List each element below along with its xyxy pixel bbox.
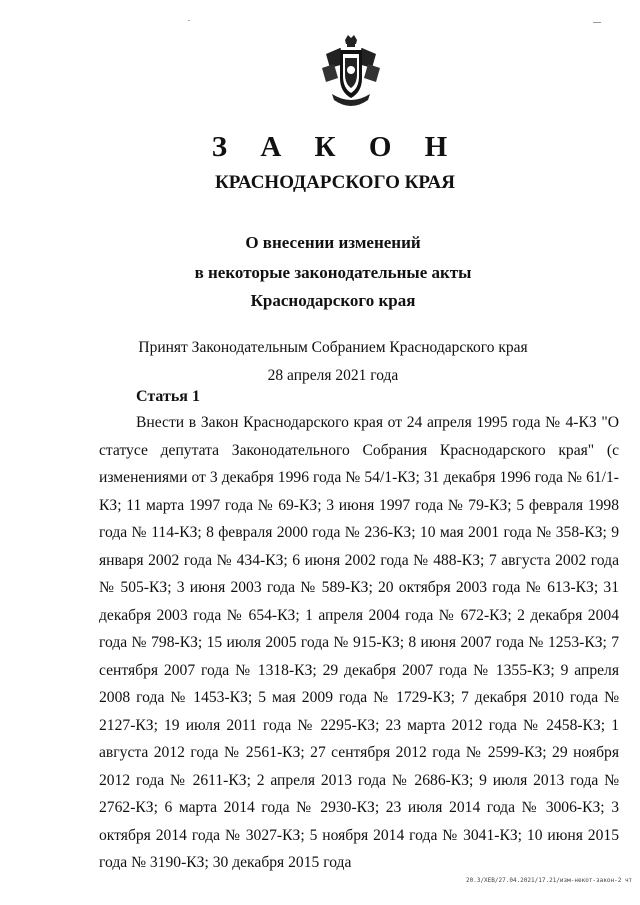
subject-line-3: Краснодарского края (250, 291, 416, 310)
adoption-statement: Принят Законодательным Собранием Краснодарского края (138, 339, 528, 356)
article-body: Внести в Закон Краснодарского края от 24 апреля 1995 года № 4-КЗ "О статусе депутата Законодательного Собрания Краснодарского края" (с изменениями от 3 декабря 1996 года № 54/1-КЗ; 31 декабря 1996 года № 61/1-КЗ; 11 марта 1997 года № 69-КЗ; 3 июня 1997 года № 79-КЗ; 5 февраля 1998 года № 114-КЗ; 8 февраля 2000 года № 236-КЗ; 10 мая 2001 года № 358-КЗ; 9 января 2002 года № 434-КЗ; 6 июня 2002 года № 488-КЗ; 7 августа 2002 года № 505-КЗ; 3 июня 2003 года № 589-КЗ; 20 октября 2003 года № 613-КЗ; 31 декабря 2003 года № 654-КЗ; 1 апреля 2004 года № 672-КЗ; 2 декабря 2004 года № 798-КЗ; 15 июля 2005 года № 915-КЗ; 8 июня 2007 года № 1253-КЗ; 7 сентября 2007 года № 1318-КЗ; 29 декабря 2007 года № 1355-КЗ; 9 апреля 2008 года № 1453-КЗ; 5 мая 2009 года № 1729-КЗ; 7 декабря 2010 года № 2127-КЗ; 19 июля 2011 года № 2295-КЗ; 23 марта 2012 года № 2458-КЗ; 1 августа 2012 года № 2561-КЗ; 27 сентября 2012 года № 2599-КЗ; 29 ноября 2012 года № 2611-КЗ; 2 апреля 2013 года № 2686-КЗ; 9 июля 2013 года № 2762-КЗ; 6 марта 2014 года № 2930-КЗ; 23 июля 2014 года № 3006-КЗ; 3 октября 2014 года № 3027-КЗ; 5 ноября 2014 года № 3041-КЗ; 10 июня 2015 года № 3190-КЗ; 30 декабря 2015 года (99, 414, 619, 871)
subject-line-1: О внесении изменений (245, 233, 421, 252)
scan-mark (188, 20, 190, 21)
article-heading: Статья 1 (136, 388, 200, 405)
document-code: 20.3/ХЕВ/27.04.2021/17.21/изм-некот-закон-2 чт (466, 877, 633, 884)
document-title: З А К О Н (211, 131, 461, 163)
subject-line-2: в некоторые законодательные акты (194, 263, 472, 282)
region-title: КРАСНОДАРСКОГО КРАЯ (214, 172, 456, 193)
scan-mark (593, 22, 601, 23)
adoption-date: 28 апреля 2021 года (267, 367, 399, 384)
coat-of-arms-icon (318, 34, 384, 112)
